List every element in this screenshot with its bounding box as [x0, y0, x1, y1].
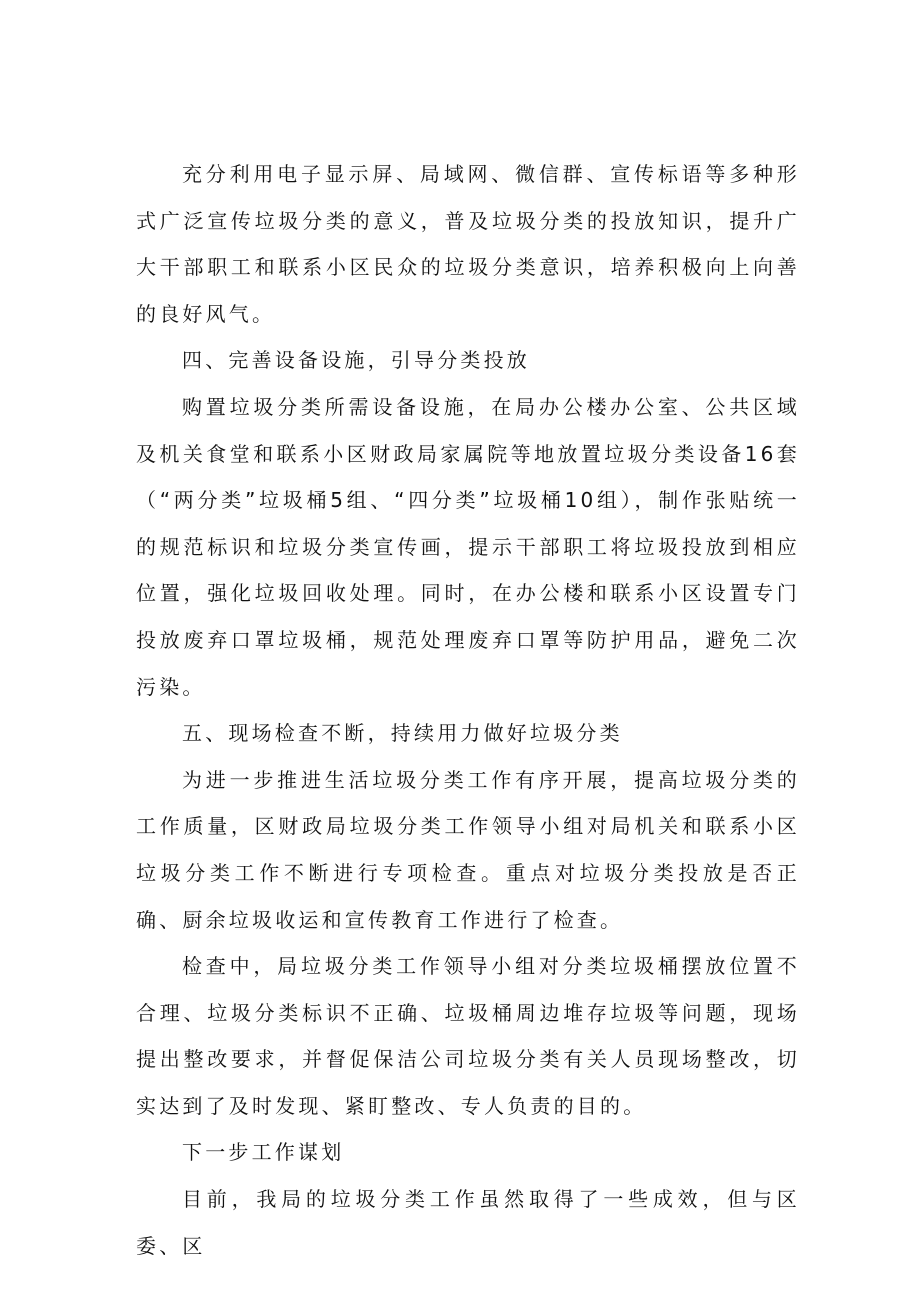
document-body — [136, 151, 800, 1269]
paragraph-inspection: 为进一步推进生活垃圾分类工作有序开展，提高垃圾分类的工作质量，区财政局垃圾分类工作领导小组对局机关和联系小区垃圾分类工作不断进行专项检查。重点对垃圾分类投放是否正确、厨余垃圾收运和宣传教育工作进行了检查。 — [136, 767, 800, 932]
paragraph-facilities: 购置垃圾分类所需设备设施，在局办公楼办公室、公共区域及机关食堂和联系小区财政局家属院等地放置垃圾分类设备16套（“两分类”垃圾桶5组、“四分类”垃圾桶10组），制作张贴统一的规范标识和垃圾分类宣传画，提示干部职工将垃圾投放到相应位置，强化垃圾回收处理。同时，在办公楼和联系小区设置专门投放废弃口罩垃圾桶，规范处理废弃口罩等防护用品，避免二次污染。 — [136, 394, 800, 699]
section-heading-inspection: 五、现场检查不断，持续用力做好垃圾分类 — [182, 721, 623, 746]
paragraph-next-steps: 目前，我局的垃圾分类工作虽然取得了一些成效，但与区委、区 — [136, 1187, 800, 1258]
section-heading-next-steps: 下一步工作谋划 — [182, 1140, 345, 1165]
section-heading-facilities: 四、完善设备设施，引导分类投放 — [182, 348, 530, 373]
paragraph-publicity: 充分利用电子显示屏、局域网、微信群、宣传标语等多种形式广泛宣传垃圾分类的意义，普及垃圾分类的投放知识，提升广大干部职工和联系小区民众的垃圾分类意识，培养积极向上向善的良好风气。 — [136, 162, 800, 326]
paragraph-rectification: 检查中，局垃圾分类工作领导小组对分类垃圾桶摆放位置不合理、垃圾分类标识不正确、垃圾桶周边堆存垃圾等问题，现场提出整改要求，并督促保洁公司垃圾分类有关人员现场整改，切实达到了及时发现、紧盯整改、专人负责的目的。 — [136, 954, 800, 1118]
